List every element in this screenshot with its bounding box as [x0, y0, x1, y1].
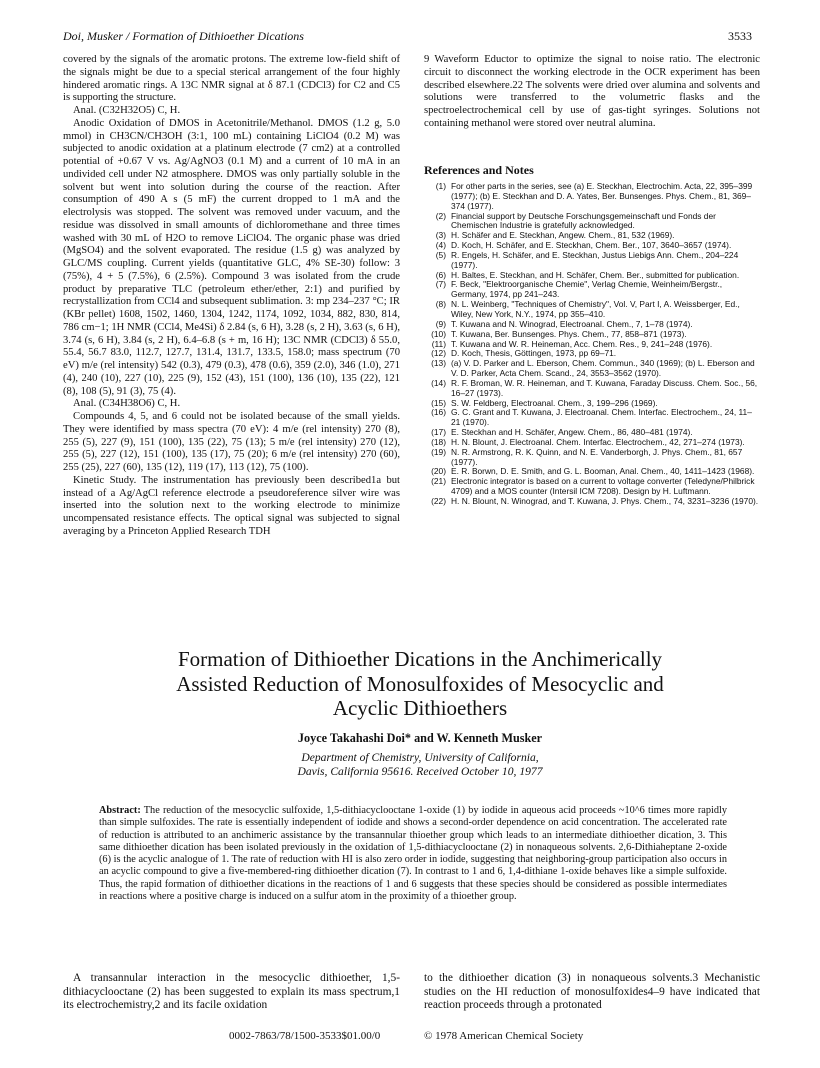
references-list	[424, 182, 760, 507]
reference-text: N. L. Weinberg, "Techniques of Chemistry", Vol. V, Part I, A. Weissberger, Ed., Wiley, New York, N.Y., 1974, pp 355–410.	[451, 299, 740, 319]
reference-text: Electronic integrator is based on a current to voltage converter (Teledyne/Philbrick 4709) and a MOS counter (Intersil ICM 7208). Design by H. Luftmann.	[451, 476, 755, 497]
reference-number: (11)	[431, 338, 446, 349]
reference-text: T. Kuwana and W. R. Heineman, Acc. Chem. Res., 9, 241–248 (1976).	[451, 338, 713, 349]
paragraph: A transannular interaction in the mesocyclic dithioether, 1,5-dithiacyclooctane (2) has been suggested to explain its mass spectrum,1 its electrochemistry,2 and its facile oxidation	[63, 972, 400, 1012]
reference-text: S. W. Feldberg, Electroanal. Chem., 3, 199–296 (1969).	[451, 397, 658, 408]
right-column-text	[424, 54, 760, 131]
reference-text: T. Kuwana and N. Winograd, Electroanal. Chem., 7, 1–78 (1974).	[451, 318, 693, 329]
article-authors: Joyce Takahashi Doi* and W. Kenneth Musker	[297, 731, 543, 745]
reference-number: (3)	[435, 230, 446, 241]
reference-item	[424, 408, 760, 428]
reference-text: T. Kuwana, Ber. Bunsenges. Phys. Chem., 77, 858–871 (1973).	[451, 328, 687, 339]
affiliation-line: Department of Chemistry, University of California,	[301, 751, 539, 764]
reference-number: (21)	[431, 476, 446, 487]
paragraph: Anal. (C32H32O5) C, H.	[73, 105, 181, 116]
reference-text: H. Schäfer and E. Steckhan, Angew. Chem., 81, 532 (1969).	[451, 230, 675, 241]
reference-text: H. N. Blount, N. Winograd, and T. Kuwana, J. Phys. Chem., 74, 3231–3236 (1970).	[451, 496, 759, 506]
reference-item	[424, 251, 760, 271]
page-number: 3533	[728, 29, 752, 43]
reference-text: F. Beck, "Elektroorganische Chemie", Verlag Chemie, Weinheim/Bergstr., Germany, 1974, pp 241–243.	[451, 279, 723, 300]
reference-text: H. Baltes, E. Steckhan, and H. Schäfer, Chem. Ber., submitted for publication.	[451, 269, 740, 280]
reference-item	[424, 497, 760, 507]
reference-item	[424, 448, 760, 468]
left-column	[63, 54, 400, 539]
reference-item	[424, 280, 760, 300]
reference-number: (7)	[435, 279, 446, 290]
reference-item	[424, 212, 760, 232]
reference-number: (20)	[431, 466, 446, 477]
abstract-text: The reduction of the mesocyclic sulfoxide, 1,5-dithiacyclooctane 1-oxide (1) by iodide in aqueous acid proceeds ~10^6 times more rapidly than simple sulfoxides. The rate is essentially independent of iodide and shows a second-order dependence on acid concentration. The accelerated rate of reduction is attributed to an anchimeric assistance by the transannular thioether group which leads to an intermediate dithioether dication, 3. This same dithioether dication has been isolated previously in the oxidation of 1,5-dithiacyclooctane (2) in nonaqueous solvents. 2,6-Dithiaheptane 2-oxide (6) is the acyclic analogue of 1. The rate of reduction with HI is also zero order in iodide, suggesting that neighboring-group participation also occurs in an acyclic compound to give a five-membered-ring dithioether dication (7). In contrast to 1 and 6, 1,4-dithiane 1-oxide behaves like a simple sulfoxide. Thus, the rapid formation of dithioether dications in the reactions of 1 and 6 suggests that these species should be considered as possible intermediates in reactions where a positive charge is induced on a sulfur atom in the proximity of a thioether group.	[99, 805, 727, 903]
paragraph: 9 Waveform Eductor to optimize the signal to noise ratio. The electronic circuit to disconnect the working electrode in the OCR experiment has been described elsewhere.22 The solvents were dried over alumina and solvents and solutions were transferred to the volumetric flasks and the spectroelectrochemical cell by use of gas-tight syringes. Solutions not containing methanol were stored over neutral alumina.	[424, 54, 760, 129]
body-text-left	[63, 972, 400, 1013]
reference-item	[424, 379, 760, 399]
reference-text: (a) V. D. Parker and L. Eberson, Chem. Commun., 340 (1969); (b) L. Eberson and V. D. Parker, Acta Chem. Scand., 24, 3553–3562 (1970).	[451, 358, 755, 379]
running-header: Doi, Musker / Formation of Dithioether Dications	[63, 29, 304, 43]
reference-text: H. N. Blount, J. Electroanal. Chem. Interfac. Electrochem., 42, 271–274 (1973).	[451, 436, 745, 447]
reference-text: E. Steckhan and H. Schäfer, Angew. Chem., 86, 480–481 (1974).	[451, 427, 693, 438]
reference-text: E. R. Borwn, D. E. Smith, and G. L. Booman, Anal. Chem., 40, 1411–1423 (1968).	[451, 466, 755, 477]
reference-number: (13)	[431, 358, 446, 369]
reference-number: (19)	[431, 446, 446, 457]
reference-text: R. F. Broman, W. R. Heineman, and T. Kuwana, Faraday Discuss. Chem. Soc., 56, 16–27 (1973).	[451, 377, 758, 398]
reference-number: (4)	[435, 240, 446, 251]
reference-text: G. C. Grant and T. Kuwana, J. Electroanal. Chem. Interfac. Electrochem., 24, 11–21 (1970).	[451, 407, 752, 428]
reference-text: D. Koch, Thesis, Göttingen, 1973, pp 69–71.	[451, 348, 617, 359]
reference-item	[424, 477, 760, 497]
reference-item	[424, 182, 760, 212]
paragraph: Compounds 4, 5, and 6 could not be isolated because of the small yields. They were identified by mass spectra (70 eV): 4 m/e (rel intensity) 270 (8), 255 (5), 227 (9), 151 (100), 135 (22), 75 (13); 5 m/e (rel intensity) 270 (12), 255 (5), 227 (12), 151 (100), 135 (17), 75 (20); 6 m/e (rel intensity) 270 (60), 255 (25), 227 (60), 135 (12), 119 (17), 113 (12), 75 (100).	[63, 411, 400, 473]
paragraph: covered by the signals of the aromatic protons. The extreme low-field shift of the signals might be due to a special sterical arrangement of the four highly hindered aromatic rings. A 13C NMR signal at δ 87.1 (CDCl3) for C2 and C5 is supporting the structure.	[63, 54, 400, 104]
reference-number: (8)	[435, 299, 446, 310]
paragraph: to the dithioether dication (3) in nonaqueous solvents.3 Mechanistic studies on the HI reduction of monosulfoxides4–9 have indicated that reaction proceeds through a protonated	[424, 972, 760, 1012]
paragraph: Kinetic Study. The instrumentation has previously been described1a but instead of a Ag/AgCl reference electrode a pseudoreference silver wire was inserted into the solution next to the working electrode to minimize uncompensated resistance effects. The optical signal was subjected to signal averaging by a Princeton Applied Research TDH	[63, 474, 400, 537]
reference-text: N. R. Armstrong, R. K. Quinn, and N. E. Vanderborgh, J. Phys. Chem., 81, 657 (1977).	[451, 446, 743, 467]
author-affiliation	[150, 751, 690, 779]
paragraph: Anodic Oxidation of DMOS in Acetonitrile/Methanol. DMOS (1.2 g, 5.0 mmol) in CH3CN/CH3OH (3:1, 100 mL) containing LiClO4 (0.2 M) was subjected to anodic oxidation at a platinum electrode (7 cm2) at a controlled potential of +0.67 V vs. Ag/AgNO3 (0.1 M) and a current of 10 mA in an undivided cell under N2 atmosphere. DMOS was only partially soluble in the solvent but went into solution during the course of the reaction. After consumption of 490 A s (5 mF) the current dropped to 1 mA and the electrolysis was stopped. The solvent was removed under vacuum, and the residue was dissolved in small amounts of dichloromethane and three times washed with 30 mL of H2O to remove LiClO4. The organic phase was dried (MgSO4) and the solvent evaporated. The residue (1.5 g) was analyzed by GLC/MS coupling. Current yields (quantitative GLC, 4% SE-30) follow: 3 (75%), 4 + 5 (7.5%), 6 (2.5%). Compound 3 was isolated from the crude product by preparative TLC (petroleum ether/ether, 2:1) and purified by recrystallization from CCl4 and subsequent sublimation. 3: mp 234–237 °C; IR (KBr pellet) 1608, 1502, 1460, 1304, 1242, 1174, 1092, 1034, 882, 830, 814, 786 cm−1; 1H NMR (CCl4, Me4Si) δ 2.84 (s, 6 H), 3.28 (s, 2 H), 3.63 (s, 6 H), 3.74 (s, 6 H), 3.84 (s, 2 H), 6.4–6.8 (s + m, 16 H); 13C NMR (CDCl3) δ 55.0, 55.4, 56.7 83.0, 112.7, 127.7, 131.4, 131.7, 133.5, 158.0; mass spectrum (70 eV) m/e (rel intensity) 542 (0.3), 479 (0.3), 478 (0.6), 359 (2.0), 346 (1.0), 271 (4), 240 (10), 227 (10), 225 (9), 152 (43), 151 (100), 136 (10), 135 (22), 121 (8), 108 (5), 91 (3), 75 (4).	[63, 117, 401, 397]
article-title: Formation of Dithioether Dications in the Anchimerically Assisted Reduction of Monosulfoxides of Mesocyclic and Acyclic Dithioethers	[176, 647, 664, 720]
reference-number: (18)	[431, 436, 446, 447]
reference-number: (5)	[435, 249, 446, 260]
reference-text: For other parts in the series, see (a) E. Steckhan, Electrochim. Acta, 22, 395–399 (1977); (b) E. Steckhan and D. A. Yates, Ber. Bunsenges. Phys. Chem., 81, 369–374 (1977).	[451, 181, 753, 211]
reference-number: (17)	[431, 427, 446, 438]
abstract-label: Abstract:	[99, 805, 141, 816]
reference-number: (1)	[435, 181, 446, 191]
reference-number: (9)	[435, 318, 446, 329]
reference-item	[424, 300, 760, 320]
reference-text: R. Engels, H. Schäfer, and E. Steckhan, Justus Liebigs Ann. Chem., 204–224 (1977).	[451, 249, 739, 270]
reference-number: (14)	[431, 377, 446, 388]
copyright: © 1978 American Chemical Society	[424, 1030, 584, 1042]
reference-number: (16)	[431, 407, 446, 418]
publication-code: 0002-7863/78/1500-3533$01.00/0	[229, 1030, 381, 1042]
reference-item	[424, 359, 760, 379]
reference-number: (10)	[431, 328, 446, 339]
received-line: Davis, California 95616. Received October 10, 1977	[297, 765, 543, 779]
abstract	[99, 805, 727, 903]
references-heading: References and Notes	[424, 163, 534, 177]
reference-text: Financial support by Deutsche Forschungsgemeinschaft und Fonds der Chemischen Industrie is gratefully acknowledged.	[451, 210, 716, 231]
reference-number: (22)	[431, 496, 446, 506]
reference-text: D. Koch, H. Schäfer, and E. Steckhan, Chem. Ber., 107, 3640–3657 (1974).	[451, 240, 732, 251]
reference-number: (12)	[431, 348, 446, 359]
body-text-right	[424, 972, 760, 1013]
reference-number: (15)	[431, 397, 446, 408]
paragraph: Anal. (C34H38O6) C, H.	[73, 398, 181, 410]
reference-number: (6)	[435, 269, 446, 280]
reference-number: (2)	[435, 210, 446, 221]
